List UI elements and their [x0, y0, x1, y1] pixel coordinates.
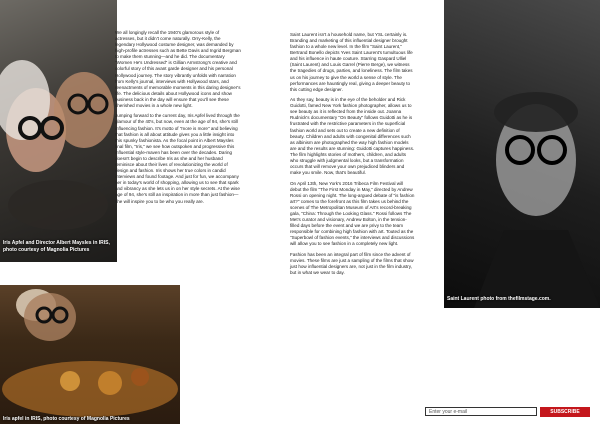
photo-illustration	[0, 0, 117, 262]
article-paragraph: Jumping forward to the current day, Iris Apfel lived through the glamour of the 40's, but now, even at the age of 94, she's still influencing fashion. It's motto of "more is more" and believing that fashion is all about attitude gives you a little insight into this spunky fashionista. As the focal point in Albert Maysles final film, "Iris," we see how outspoken and progressive this influential style-maven has been over the decades. Daring doesn't begin to describe Iris as she and her husband reminisce about their lives of revolutionizing the world of design and fashion. Iris shows her true colors in candid interviews and found footage. And just for fun, we accompany her in today's world of shopping, allowing us to see that spark and vibrancy as she lets us in on her style secrets. At the wise age of 94, she's still an inspiration in more than just fashion—she will inspire you to be who you really are.	[115, 113, 240, 204]
article-column-right	[290, 32, 415, 281]
article-paragraph: Saint Laurent isn't a household name, but YSL certainly is. Branding and marketing of this influential designer brought fashion to a whole new level. In the film "Saint Laurent," Bertrand Bonello depicts Yves Saint Laurent's tumultuous life and his influence in haute couture. Starring Gaspard Ulliel (Saint Laurent) and Louis Garrel (Pierre Berge), we witness the tragedies of drugs, parties, and loneliness. The film takes us on his journey to give the world a sense of style. The performances are hauntingly real, giving a deeper beauty to this cutting edge designer.	[290, 32, 413, 92]
article-paragraph: As they say, beauty is in the eye of the beholder and Rick Guidotti, famed New York fashion photographer, allows us to see beauty as it is reflected from the inside out. Joanna Rudnick's documentary "On Beauty" follows Guidotti as he is frustrated with the restrictive parameters in the superficial fashion world and sets out to create a new definition of beauty. Children and adults with congenital differences such as albinism are photographed the way high fashion models are and the results are stunning: Guidotti captures happiness. The film highlights stories of mothers, children, and adults who struggle with judgmental looks, but a transformation occurs that will remove your own prejudiced blinders and make you smile. Now, that's beautiful.	[290, 97, 415, 176]
photo-illustration	[0, 285, 180, 424]
article-paragraph: Fashion has been an integral part of film since the advent of movies. These films are just a sampling of the films that show just how influential designers are, not just in the film industry, but in what we wear to day.	[290, 251, 414, 276]
subscribe-button[interactable]: SUBSCRIBE	[540, 407, 590, 417]
photo-saint-laurent	[444, 0, 600, 308]
photo-caption: Iris apfel in IRIS, photo courtesy of Magnolia Pictures	[3, 416, 130, 422]
photo-illustration	[444, 0, 600, 308]
article-column-left	[115, 30, 241, 209]
photo-caption: Iris Apfel and Director Albert Maysles in IRIS, photo courtesy of Magnolia Pictures	[3, 240, 110, 253]
email-input[interactable]: Enter your e-mail	[425, 407, 537, 416]
photo-iris-apfel	[0, 285, 180, 424]
article-paragraph: We all longingly recall the 1940's glamorous style of actresses, but it didn't come naturally. Orry-Kelly, the legendary Hollywood costume designer, was demanded by high-profile actresses such as Bette Davis and Ingrid Bergman to make them stunning—and he did. The documentary "Women He's Undressed" is Gillian Armstrong's creative and colorful story of this avant garde designer and his personal Hollywood journey. The story vibrantly unfolds with narration from Kelly's journal, interviews with Hollywood stars, and reenactments of memorable moments in this daring designer's life. The delicious details about Hollywood icons and show business back in the day will ensure that you'll see these cherished movies in a whole new light.	[115, 30, 241, 108]
article-paragraph: On April 13th, New York's 2016 Tribeca Film Festival will debut the film "The First Monday in May," directed by Andrew Rossi on opening night. The long-argued debate of "is fashion art?" comes to the forefront as this film takes us behind the scenes of The Metropolitan Museum of Art's record-breaking gala, "China: Through the Looking Glass." Rossi follows The Met's curator and visionary, Andrew Bolton, in the tension-filled days before the event and we are privy to the team responsible for combining high fashion with art. Touted as the "Superbowl of fashion events," the interviews and discussions will allow you to see fashion in a completely new light.	[290, 180, 415, 247]
photo-iris-apfel-and-albert-maysles	[0, 0, 117, 262]
photo-caption: Saint Laurent photo from thefilmstage.com.	[447, 296, 551, 302]
